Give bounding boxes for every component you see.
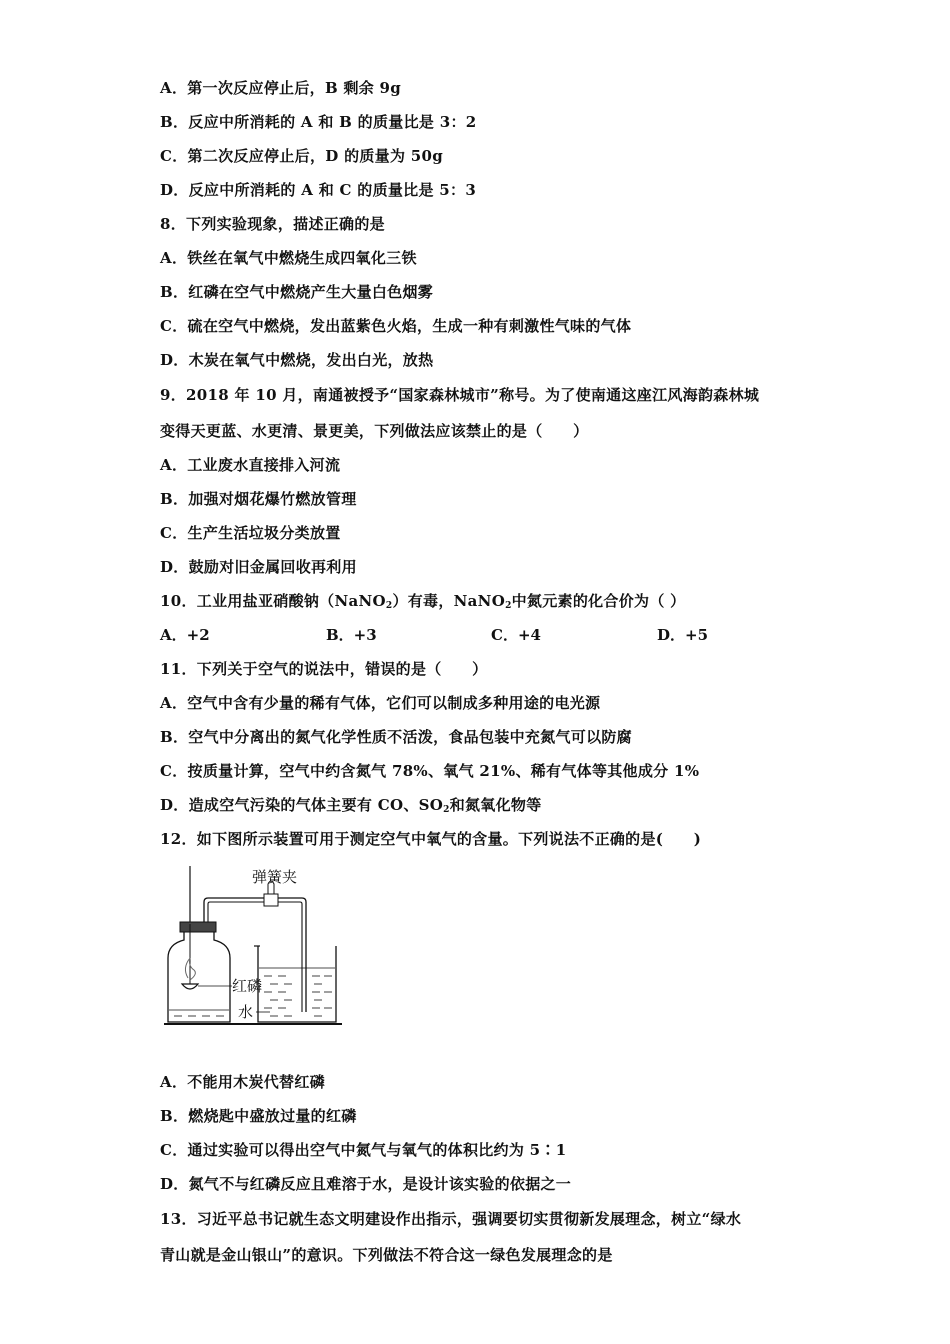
q12-option-b: B．燃烧匙中盛放过量的红磷 [160,1107,357,1125]
q7-option-d: D．反应中所消耗的 A 和 C 的质量比是 5：3 [160,181,477,199]
beaker-water-dashes [264,976,332,1016]
q8-option-b: B．红磷在空气中燃烧产生大量白色烟雾 [160,283,434,301]
q10-stem [160,591,685,616]
q11-option-d [160,795,542,820]
q11-option-d-part2: 和氮氧化物等 [449,796,542,814]
q11-option-c: C．按质量计算，空气中约含氮气 78%、氧气 21%、稀有气体等其他成分 1% [160,762,700,780]
jar-stopper [180,922,216,932]
q10-stem-part1: 10．工业用盐亚硝酸钠（NaNO [160,592,386,610]
q7-option-c: C．第二次反应停止后，D 的质量为 50g [160,147,444,165]
q12-option-d: D．氮气不与红磷反应且难溶于水，是设计该实验的依据之一 [160,1175,572,1193]
q7-option-b: B．反应中所消耗的 A 和 B 的质量比是 3：2 [160,113,477,131]
q8-option-d: D．木炭在氧气中燃烧，发出白光，放热 [160,351,434,369]
apparatus-figure [160,862,360,1032]
combustion-spoon [182,984,198,989]
q10-option-d: D．+5 [657,626,709,644]
q8-option-c: C．硫在空气中燃烧，发出蓝紫色火焰，生成一种有刺激性气味的气体 [160,317,632,335]
beaker [258,946,336,1022]
q13-stem-line2: 青山就是金山银山”的意识。下列做法不符合这一绿色发展理念的是 [160,1246,613,1264]
q11-option-b: B．空气中分离出的氮气化学性质不活泼，食品包装中充氮气可以防腐 [160,728,632,746]
q12-option-a: A．不能用木炭代替红磷 [160,1073,325,1091]
label-red-phosphorus: 红磷 [232,977,263,995]
q13-stem-line1: 13．习近平总书记就生态文明建设作出指示，强调要切实贯彻新发展理念，树立“绿水 [160,1210,742,1228]
glass-tube-inner [208,902,302,1012]
spring-clamp [264,894,278,906]
q11-stem: 11．下列关于空气的说法中，错误的是（ ） [160,660,488,678]
q10-subscript-2: 2 [505,601,512,611]
q10-option-a: A．+2 [160,626,210,644]
q9-option-a: A．工业废水直接排入河流 [160,456,341,474]
q7-option-a: A．第一次反应停止后，B 剩余 9g [160,79,402,97]
q9-option-b: B．加强对烟花爆竹燃放管理 [160,490,357,508]
label-spring-clamp: 弹簧夹 [252,868,298,886]
q10-option-b: B．+3 [326,626,377,644]
q10-stem-part3: 中氮元素的化合价为（ ） [511,592,686,610]
q10-option-c: C．+4 [491,626,541,644]
q9-option-c: C．生产生活垃圾分类放置 [160,524,341,542]
q9-stem-line1: 9．2018 年 10 月，南通被授予“国家森林城市”称号。为了使南通这座江风海韵森林城 [160,386,760,404]
q10-stem-part2: ）有毒，NaNO [392,592,506,610]
q12-stem: 12．如下图所示装置可用于测定空气中氧气的含量。下列说法不正确的是( ) [160,830,702,848]
apparatus-diagram [160,862,360,1032]
q11-option-a: A．空气中含有少量的稀有气体，它们可以制成多种用途的电光源 [160,694,601,712]
q9-option-d: D．鼓励对旧金属回收再利用 [160,558,357,576]
label-water: 水 [238,1003,254,1021]
q8-stem: 8．下列实验现象，描述正确的是 [160,215,385,233]
q11-option-d-part1: D．造成空气污染的气体主要有 CO、SO [160,796,444,814]
q9-stem-line2: 变得天更蓝、水更清、景更美，下列做法应该禁止的是（ ） [160,422,589,440]
q8-option-a: A．铁丝在氧气中燃烧生成四氧化三铁 [160,249,417,267]
gas-jar [168,932,230,1022]
q12-option-c: C．通过实验可以得出空气中氮气与氧气的体积比约为 5∶1 [160,1141,567,1159]
q11-subscript: 2 [443,805,450,815]
q10-subscript-1: 2 [385,601,393,611]
